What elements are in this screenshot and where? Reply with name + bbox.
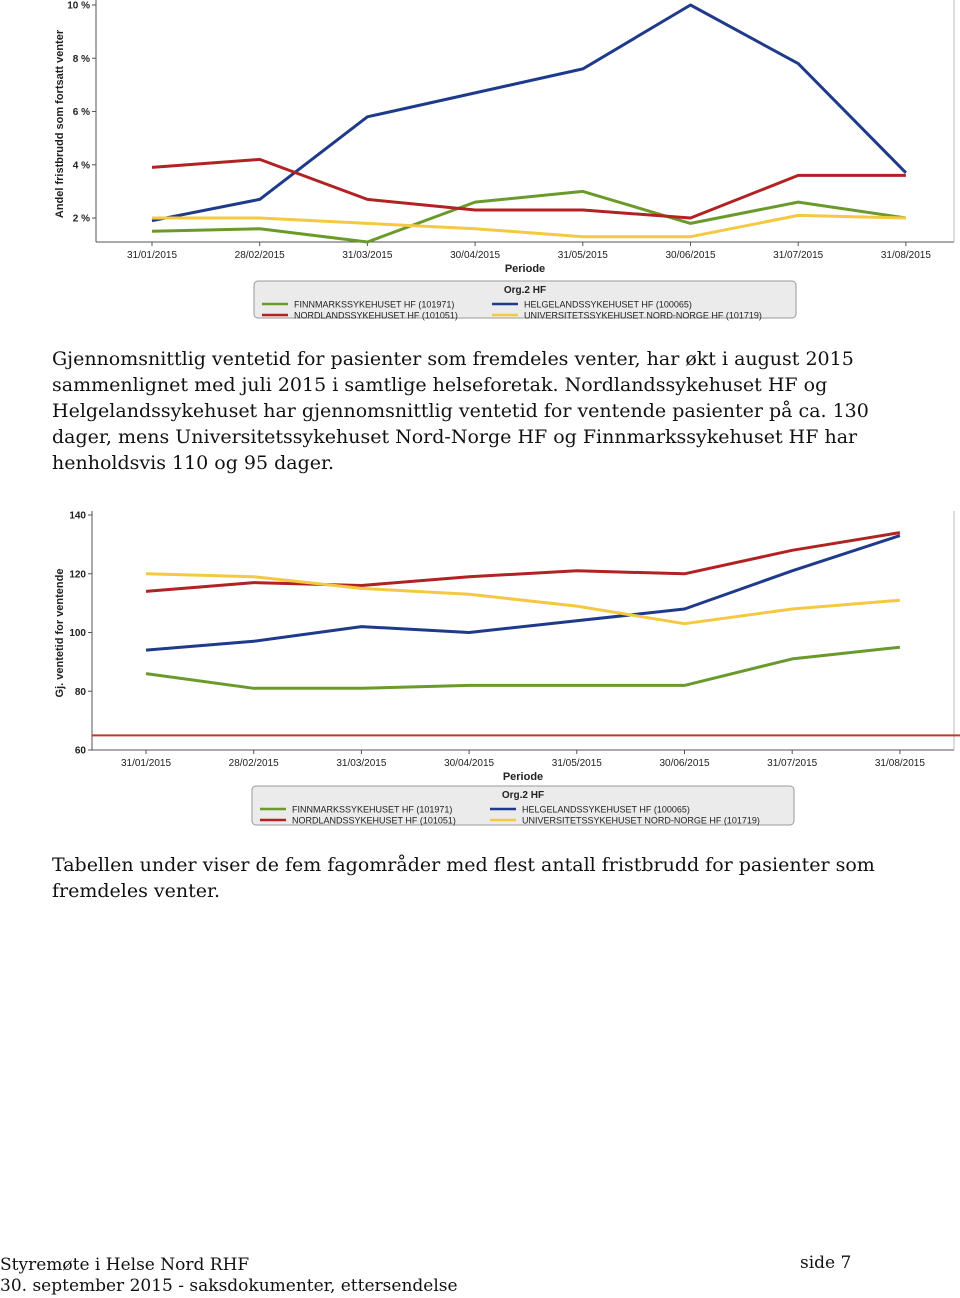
- y-tick-label: 10 %: [67, 0, 90, 12]
- y-axis-title: Gj. ventetid for ventende: [54, 568, 66, 698]
- x-tick-label: 30/06/2015: [659, 758, 710, 769]
- series-line: [146, 533, 900, 592]
- chart-gj-ventetid: [0, 505, 960, 835]
- legend-label: FINNMARKSSYKEHUSET HF (101971): [292, 804, 453, 815]
- footer-meeting: Styremøte i Helse Nord RHF: [0, 1255, 250, 1275]
- x-tick-label: 31/05/2015: [551, 758, 602, 769]
- chart-fristbrudd-andel: [0, 0, 960, 325]
- chart-fristbrudd-svg: [0, 0, 960, 325]
- series-line: [152, 215, 906, 236]
- y-axis-title: Andel fristbrudd som fortsatt venter: [54, 29, 66, 219]
- x-tick-label: 30/04/2015: [450, 250, 501, 261]
- footer-date: 30. september 2015 - saksdokumenter, ettersendelse: [0, 1276, 458, 1296]
- y-tick-label: 2 %: [72, 213, 90, 225]
- y-tick-label: 8 %: [72, 53, 90, 65]
- paragraph-ventetid: Gjennomsnittlig ventetid for pasienter som fremdeles venter, har økt i august 2015 sammenlignet med juli 2015 i samtlige helseforetak. Nordlandssykehuset HF og Helgelandssykehuset har gjennomsnittlig ventetid for ventende pasienter på ca. 130 dager, mens Universitetssykehuset Nord-Norge HF og Finnmarkssykehuset HF har henholdsvis 110 og 95 dager.: [52, 348, 869, 474]
- series-line: [152, 159, 906, 218]
- legend-label: HELGELANDSSYKEHUSET HF (100065): [522, 804, 690, 815]
- legend-label: HELGELANDSSYKEHUSET HF (100065): [524, 299, 692, 310]
- x-tick-label: 31/07/2015: [773, 250, 824, 261]
- legend-title: Org.2 HF: [503, 285, 547, 296]
- x-tick-label: 31/03/2015: [336, 758, 387, 769]
- y-tick-label: 80: [74, 686, 86, 698]
- x-tick-label: 31/03/2015: [342, 250, 393, 261]
- legend-label: UNIVERSITETSSYKEHUSET NORD-NORGE HF (101719): [522, 815, 760, 826]
- x-axis-title: Periode: [502, 771, 544, 783]
- x-tick-label: 31/08/2015: [880, 250, 931, 261]
- y-tick-label: 120: [69, 569, 86, 581]
- chart-ventetid-svg: [0, 505, 960, 835]
- x-tick-label: 28/02/2015: [228, 758, 279, 769]
- y-tick-label: 140: [69, 510, 86, 522]
- series-line: [146, 647, 900, 688]
- y-tick-label: 60: [74, 745, 86, 757]
- x-tick-label: 31/05/2015: [557, 250, 608, 261]
- x-tick-label: 31/07/2015: [767, 758, 818, 769]
- legend-title: Org.2 HF: [501, 790, 545, 801]
- y-tick-label: 4 %: [72, 160, 90, 172]
- x-tick-label: 31/01/2015: [126, 250, 178, 261]
- legend-label: FINNMARKSSYKEHUSET HF (101971): [294, 299, 455, 310]
- x-tick-label: 28/02/2015: [234, 250, 285, 261]
- x-tick-label: 31/01/2015: [120, 758, 172, 769]
- legend-label: UNIVERSITETSSYKEHUSET NORD-NORGE HF (101719): [524, 310, 762, 321]
- paragraph-fagomrader: Tabellen under viser de fem fagområder med flest antall fristbrudd for pasienter som fremdeles venter.: [52, 854, 875, 902]
- series-line: [152, 5, 906, 221]
- y-tick-label: 6 %: [72, 107, 90, 119]
- legend-label: NORDLANDSSYKEHUSET HF (101051): [292, 815, 456, 826]
- x-axis-title: Periode: [504, 263, 546, 275]
- x-tick-label: 31/08/2015: [874, 758, 925, 769]
- legend-label: NORDLANDSSYKEHUSET HF (101051): [294, 310, 458, 321]
- x-tick-label: 30/04/2015: [444, 758, 495, 769]
- y-tick-label: 100: [69, 628, 86, 639]
- page-number: side 7: [800, 1253, 852, 1273]
- x-tick-label: 30/06/2015: [665, 250, 716, 261]
